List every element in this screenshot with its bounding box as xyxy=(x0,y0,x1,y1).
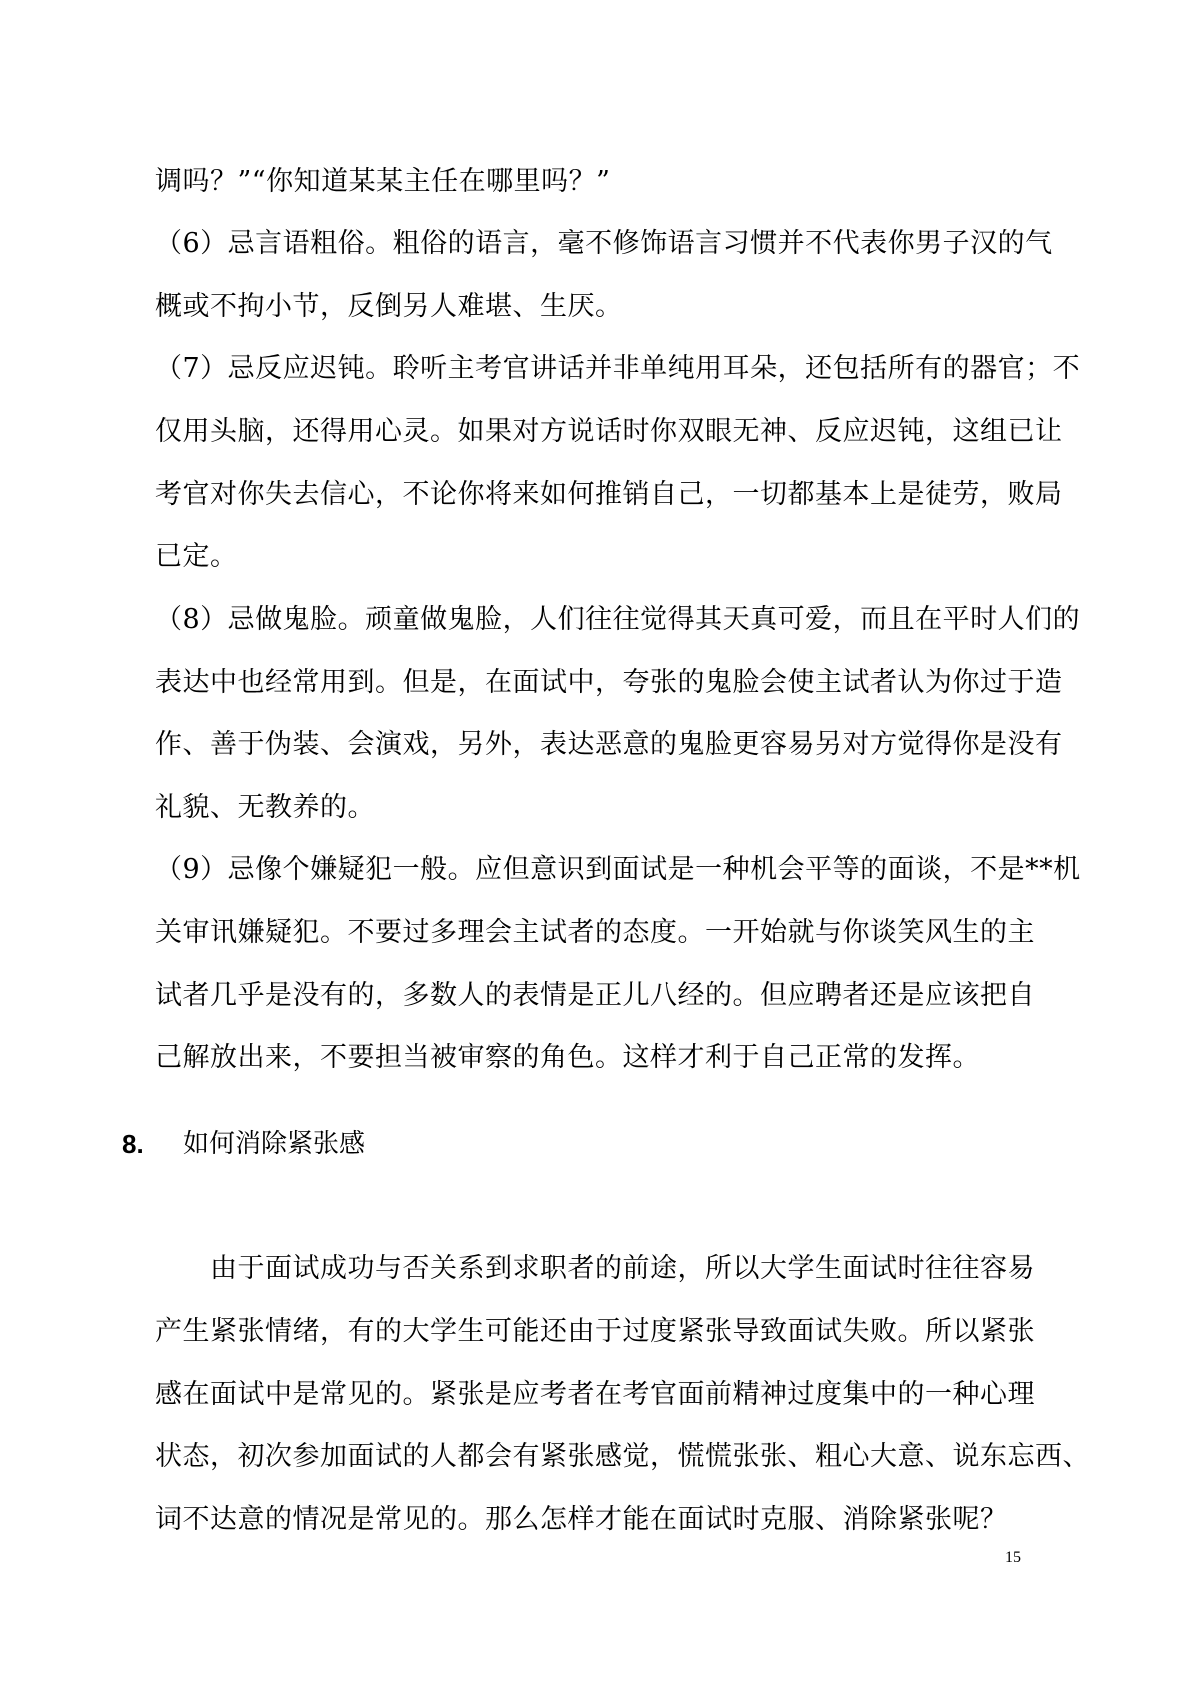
section-number: 8. xyxy=(122,1129,144,1159)
text-line-13: 关审讯嫌疑犯。不要过多理会主试者的态度。一开始就与你谈笑风生的主 xyxy=(155,917,1035,948)
paragraph-line-3: 感在面试中是常见的。紧张是应考者在考官面前精神过度集中的一种心理 xyxy=(155,1379,1035,1410)
text-line-4: （7）忌反应迟钝。聆听主考官讲话并非单纯用耳朵，还包括所有的器官；不 xyxy=(155,353,1081,384)
paragraph-line-5: 词不达意的情况是常见的。那么怎样才能在面试时克服、消除紧张呢？ xyxy=(155,1504,1008,1535)
text-line-6: 考官对你失去信心，不论你将来如何推销自己，一切都基本上是徒劳，败局 xyxy=(155,479,1063,510)
text-line-14: 试者几乎是没有的，多数人的表情是正儿八经的。但应聘者还是应该把自 xyxy=(155,980,1035,1011)
text-line-5: 仅用头脑，还得用心灵。如果对方说话时你双眼无神、反应迟钝，这组已让 xyxy=(155,416,1063,447)
text-line-3: 概或不拘小节，反倒另人难堪、生厌。 xyxy=(155,291,623,322)
section-title: 如何消除紧张感 xyxy=(183,1129,366,1159)
page-number: 15 xyxy=(1005,1549,1021,1566)
paragraph-line-4: 状态，初次参加面试的人都会有紧张感觉，慌慌张张、粗心大意、说东忘西、 xyxy=(155,1441,1090,1472)
text-line-2: （6）忌言语粗俗。粗俗的语言，毫不修饰语言习惯并不代表你男子汉的气 xyxy=(155,228,1053,259)
text-line-7: 已定。 xyxy=(155,541,238,572)
paragraph-line-1: 由于面试成功与否关系到求职者的前途，所以大学生面试时往往容易 xyxy=(210,1253,1035,1284)
text-line-10: 作、善于伪装、会演戏，另外，表达恶意的鬼脸更容易另对方觉得你是没有 xyxy=(155,729,1063,760)
text-line-8: （8）忌做鬼脸。顽童做鬼脸，人们往往觉得其天真可爱，而且在平时人们的 xyxy=(155,604,1081,635)
text-line-15: 己解放出来，不要担当被审察的角色。这样才利于自己正常的发挥。 xyxy=(155,1042,980,1073)
text-line-11: 礼貌、无教养的。 xyxy=(155,792,375,823)
paragraph-line-2: 产生紧张情绪，有的大学生可能还由于过度紧张导致面试失败。所以紧张 xyxy=(155,1316,1035,1347)
text-line-12: （9）忌像个嫌疑犯一般。应但意识到面试是一种机会平等的面谈，不是**机 xyxy=(155,854,1081,885)
text-line-9: 表达中也经常用到。但是，在面试中，夸张的鬼脸会使主试者认为你过于造 xyxy=(155,667,1063,698)
text-line-1: 调吗？”“你知道某某主任在哪里吗？” xyxy=(155,166,611,197)
